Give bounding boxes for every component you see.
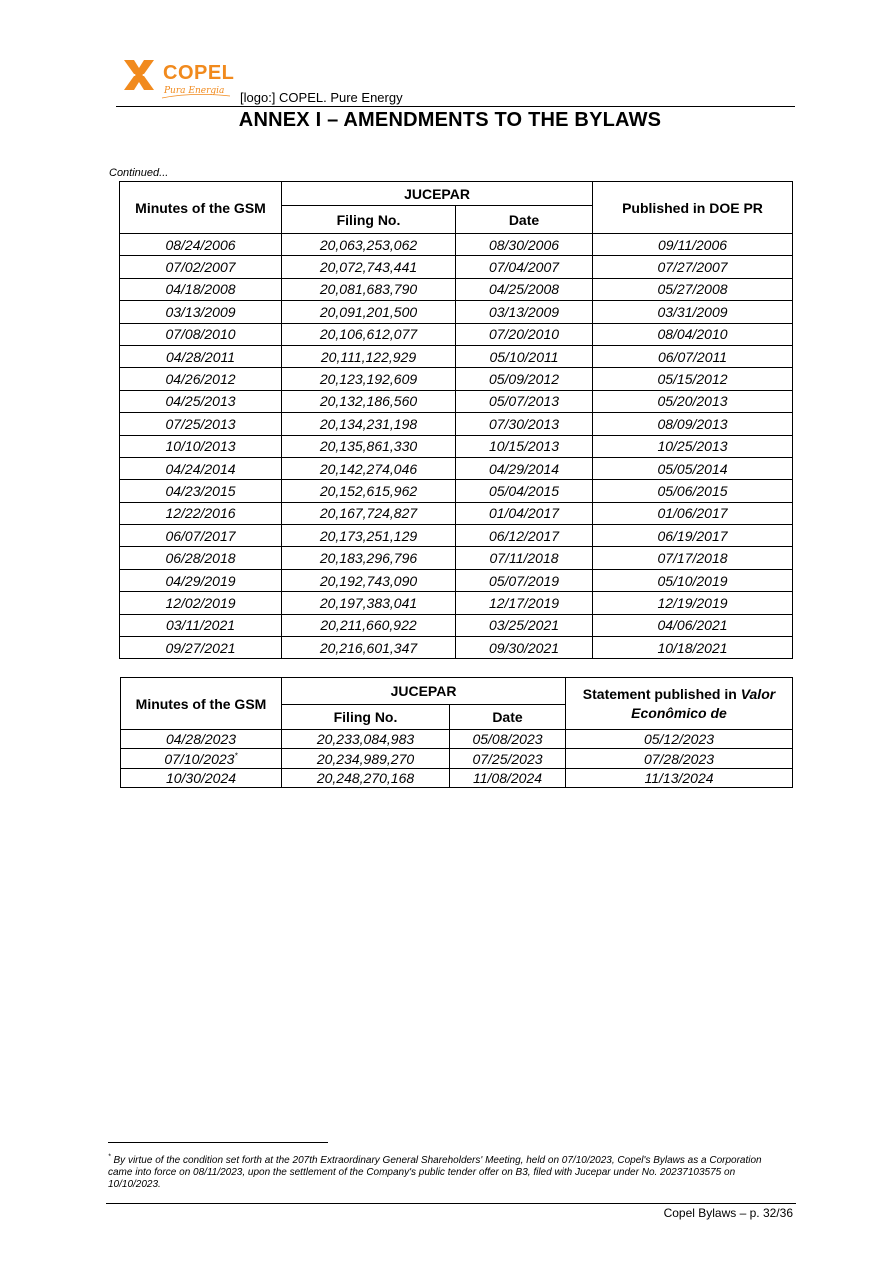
cell-filing-value: 20,248,270,168 — [316, 769, 415, 786]
cell-date — [456, 592, 593, 614]
cell-filing — [282, 457, 456, 479]
cell-minutes-value: 10/30/2024 — [165, 769, 237, 786]
header-published — [566, 678, 793, 730]
cell-filing — [282, 525, 456, 547]
cell-date — [456, 525, 593, 547]
cell-published-value: 05/12/2023 — [643, 731, 715, 748]
cell-date — [456, 637, 593, 659]
cell-date — [450, 749, 566, 768]
cell-minutes — [120, 569, 282, 591]
cell-filing-value: 20,233,084,983 — [316, 731, 415, 748]
cell-published — [593, 614, 793, 636]
table-row — [121, 730, 793, 749]
cell-published-value: 06/19/2017 — [657, 527, 728, 544]
cell-minutes-value: 07/10/2023 — [164, 750, 235, 767]
table-row — [120, 301, 793, 323]
header-filing: Filing No. — [282, 705, 450, 730]
cell-minutes — [121, 730, 282, 749]
continued-label: Continued... — [109, 167, 169, 179]
cell-published — [593, 480, 793, 502]
table-row — [121, 749, 793, 768]
cell-filing-value: 20,072,743,441 — [319, 259, 418, 276]
cell-filing-value: 20,173,251,129 — [319, 527, 418, 544]
cell-date-value: 07/11/2018 — [489, 550, 559, 567]
table-row — [120, 525, 793, 547]
footnote — [108, 1155, 768, 1191]
cell-date — [456, 323, 593, 345]
cell-date-value: 03/13/2009 — [488, 303, 560, 320]
cell-date-value: 10/15/2013 — [488, 438, 560, 455]
cell-minutes — [120, 413, 282, 435]
cell-filing-value: 20,234,989,270 — [316, 750, 415, 767]
cell-date-value: 05/09/2012 — [488, 371, 560, 388]
cell-date-value: 07/30/2013 — [488, 415, 560, 432]
logo-caption: [logo:] COPEL. Pure Energy — [240, 90, 403, 105]
cell-filing-value: 20,197,383,041 — [319, 594, 418, 611]
header-date: Date — [450, 705, 566, 730]
cell-minutes-value: 04/18/2008 — [165, 281, 236, 298]
cell-minutes-value: 07/25/2013 — [165, 415, 236, 432]
header-minutes: Minutes of the GSM — [120, 182, 282, 234]
cell-date — [456, 502, 593, 524]
cell-date-value: 04/25/2008 — [488, 281, 560, 298]
header-published-italic: Valor Econômico de — [631, 685, 776, 721]
cell-filing — [282, 278, 456, 300]
table-row — [120, 368, 793, 390]
cell-minutes-value: 09/27/2021 — [165, 639, 236, 656]
cell-minutes-value: 04/26/2012 — [165, 371, 236, 388]
table-row — [120, 390, 793, 412]
cell-filing — [282, 390, 456, 412]
cell-filing-value: 20,132,186,560 — [319, 393, 418, 410]
cell-date — [456, 614, 593, 636]
cell-minutes-value: 04/24/2014 — [165, 460, 236, 477]
cell-published — [593, 278, 793, 300]
cell-minutes — [121, 768, 282, 787]
cell-date-value: 07/20/2010 — [488, 326, 560, 343]
header-jucepar: JUCEPAR — [282, 678, 566, 705]
cell-filing-value: 20,183,296,796 — [319, 550, 418, 567]
cell-minutes — [120, 547, 282, 569]
cell-date-value: 03/25/2021 — [488, 617, 560, 634]
table-row — [120, 502, 793, 524]
cell-filing — [282, 345, 456, 367]
cell-published-value: 10/25/2013 — [657, 438, 728, 455]
cell-date — [456, 234, 593, 256]
cell-minutes — [120, 480, 282, 502]
footnote-mark: * — [108, 1153, 111, 1161]
cell-filing-value: 20,152,615,962 — [319, 482, 418, 499]
header-jucepar: JUCEPAR — [282, 182, 593, 206]
cell-date-value: 08/30/2006 — [488, 236, 560, 253]
cell-published-value: 08/04/2010 — [657, 326, 728, 343]
cell-published — [593, 390, 793, 412]
cell-filing — [282, 256, 456, 278]
cell-minutes — [120, 345, 282, 367]
cell-date — [456, 457, 593, 479]
cell-published-value: 05/20/2013 — [657, 393, 728, 410]
cell-published-value: 08/09/2013 — [657, 415, 728, 432]
table-row — [120, 480, 793, 502]
cell-published — [593, 502, 793, 524]
cell-published-value: 09/11/2006 — [657, 236, 728, 253]
cell-filing — [282, 234, 456, 256]
cell-date — [456, 278, 593, 300]
cell-date-value: 05/10/2011 — [489, 348, 559, 365]
cell-published-value: 06/07/2011 — [657, 348, 728, 365]
cell-date-value: 05/08/2023 — [472, 731, 543, 748]
cell-minutes — [120, 390, 282, 412]
cell-date — [456, 435, 593, 457]
cell-published-value: 11/13/2024 — [644, 769, 714, 786]
cell-minutes — [120, 457, 282, 479]
cell-minutes-value: 03/11/2021 — [165, 617, 236, 634]
cell-date-value: 04/29/2014 — [488, 460, 560, 477]
cell-filing — [282, 435, 456, 457]
cell-published-value: 05/27/2008 — [657, 281, 728, 298]
header-published: Published in DOE PR — [593, 182, 793, 234]
table-row — [120, 234, 793, 256]
cell-published-value: 05/06/2015 — [657, 482, 728, 499]
cell-filing-value: 20,167,724,827 — [319, 505, 418, 522]
cell-filing-value: 20,106,612,077 — [319, 326, 418, 343]
cell-date-value: 07/25/2023 — [472, 750, 543, 767]
footer-divider — [106, 1203, 796, 1204]
table-row — [120, 457, 793, 479]
cell-published — [593, 569, 793, 591]
cell-published-value: 01/06/2017 — [657, 505, 728, 522]
logo-wordmark: COPEL — [163, 62, 235, 84]
cell-filing-value: 20,091,201,500 — [319, 303, 418, 320]
footnote-text: By virtue of the condition set forth at the 207th Extraordinary General Shareholders' Meeting, held on 07/10/2023, Copel's Bylaws as a Corporation came into force on 08/11/2023, upon the settlement of the Company's public tender offer on B3, filed with Jucepar under No. 20237103575 on 10/10/2023. — [108, 1155, 762, 1190]
cell-filing-value: 20,142,274,046 — [319, 460, 418, 477]
cell-date-value: 06/12/2017 — [488, 527, 560, 544]
cell-published — [593, 413, 793, 435]
cell-minutes — [120, 323, 282, 345]
cell-minutes-value: 06/07/2017 — [165, 527, 236, 544]
cell-minutes — [120, 278, 282, 300]
header-minutes: Minutes of the GSM — [121, 678, 282, 730]
cell-published — [593, 547, 793, 569]
header-divider — [116, 106, 795, 107]
cell-filing — [282, 569, 456, 591]
cell-minutes — [120, 368, 282, 390]
cell-minutes-value: 07/08/2010 — [165, 326, 236, 343]
table-row — [120, 569, 793, 591]
page-number: Copel Bylaws – p. 32/36 — [663, 1206, 793, 1220]
cell-date — [450, 730, 566, 749]
cell-filing-value: 20,134,231,198 — [319, 415, 418, 432]
cell-published-value: 07/28/2023 — [643, 750, 715, 767]
table-row — [120, 547, 793, 569]
cell-published — [593, 345, 793, 367]
header-filing: Filing No. — [282, 206, 456, 234]
header-date: Date — [456, 206, 593, 234]
cell-filing-value: 20,123,192,609 — [319, 371, 418, 388]
cell-filing — [282, 614, 456, 636]
cell-published-value: 07/27/2007 — [657, 259, 728, 276]
cell-date-value: 09/30/2021 — [488, 639, 560, 656]
cell-filing — [282, 502, 456, 524]
cell-published — [593, 256, 793, 278]
cell-minutes — [120, 525, 282, 547]
cell-date — [456, 480, 593, 502]
cell-filing — [282, 592, 456, 614]
table-row — [120, 323, 793, 345]
cell-published-value: 12/19/2019 — [657, 594, 728, 611]
cell-published — [593, 637, 793, 659]
cell-date — [456, 368, 593, 390]
cell-published — [566, 749, 793, 768]
cell-minutes-value: 04/23/2015 — [165, 482, 236, 499]
cell-date — [456, 301, 593, 323]
cell-date — [450, 768, 566, 787]
cell-published — [566, 730, 793, 749]
cell-published — [593, 592, 793, 614]
cell-minutes-value: 12/02/2019 — [165, 594, 236, 611]
cell-published-value: 05/05/2014 — [657, 460, 728, 477]
cell-filing — [282, 368, 456, 390]
cell-date — [456, 345, 593, 367]
table-row — [121, 768, 793, 787]
cell-minutes — [120, 256, 282, 278]
cell-filing — [282, 749, 450, 768]
cell-published — [593, 323, 793, 345]
cell-filing-value: 20,063,253,062 — [319, 236, 418, 253]
cell-filing — [282, 323, 456, 345]
amendments-table-valor — [120, 677, 793, 788]
table-row — [120, 413, 793, 435]
page-title: ANNEX I – AMENDMENTS TO THE BYLAWS — [238, 109, 662, 131]
cell-published-value: 04/06/2021 — [657, 617, 728, 634]
cell-filing — [282, 301, 456, 323]
cell-minutes — [120, 435, 282, 457]
cell-published-value: 05/10/2019 — [657, 572, 728, 589]
cell-minutes-value: 12/22/2016 — [165, 505, 236, 522]
cell-minutes — [120, 502, 282, 524]
cell-minutes-value: 04/29/2019 — [165, 572, 236, 589]
table-row — [120, 435, 793, 457]
table-row — [120, 345, 793, 367]
cell-date-value: 12/17/2019 — [488, 594, 560, 611]
cell-filing — [282, 547, 456, 569]
cell-filing-value: 20,211,660,922 — [320, 617, 417, 634]
cell-minutes — [121, 749, 282, 768]
cell-published-value: 10/18/2021 — [657, 639, 728, 656]
cell-filing — [282, 730, 450, 749]
table-row — [120, 637, 793, 659]
cell-filing — [282, 768, 450, 787]
table-row — [120, 614, 793, 636]
table-row — [120, 278, 793, 300]
cell-minutes-value: 03/13/2009 — [165, 303, 236, 320]
cell-date-value: 05/07/2019 — [488, 572, 560, 589]
cell-minutes-value: 04/25/2013 — [165, 393, 236, 410]
cell-filing-value: 20,135,861,330 — [319, 438, 418, 455]
cell-published — [593, 525, 793, 547]
cell-published-value: 03/31/2009 — [657, 303, 728, 320]
cell-filing — [282, 637, 456, 659]
footnote-reference: * — [234, 750, 238, 760]
cell-filing-value: 20,192,743,090 — [319, 572, 418, 589]
cell-published — [593, 368, 793, 390]
cell-date-value: 05/04/2015 — [488, 482, 560, 499]
amendments-table-doe — [119, 181, 793, 659]
cell-minutes-value: 10/10/2013 — [165, 438, 236, 455]
cell-published — [593, 234, 793, 256]
cell-published — [593, 435, 793, 457]
cell-published — [593, 301, 793, 323]
cell-filing-value: 20,216,601,347 — [319, 639, 418, 656]
cell-minutes-value: 04/28/2011 — [165, 348, 236, 365]
cell-date — [456, 413, 593, 435]
cell-minutes-value: 07/02/2007 — [165, 259, 236, 276]
cell-minutes-value: 08/24/2006 — [165, 236, 236, 253]
cell-minutes-value: 04/28/2023 — [165, 731, 237, 748]
cell-date-value: 11/08/2024 — [472, 769, 543, 786]
cell-date-value: 07/04/2007 — [488, 259, 560, 276]
cell-minutes — [120, 637, 282, 659]
cell-filing — [282, 480, 456, 502]
cell-date-value: 01/04/2017 — [488, 505, 560, 522]
cell-minutes — [120, 614, 282, 636]
cell-published — [566, 768, 793, 787]
cell-date — [456, 547, 593, 569]
table-row — [120, 592, 793, 614]
cell-date — [456, 569, 593, 591]
cell-filing — [282, 413, 456, 435]
logo-tagline: Pura Energia — [164, 86, 225, 96]
cell-filing-value: 20,111,122,929 — [320, 348, 417, 365]
cell-published — [593, 457, 793, 479]
cell-minutes — [120, 234, 282, 256]
cell-published-value: 05/15/2012 — [657, 371, 728, 388]
cell-minutes — [120, 301, 282, 323]
cell-date-value: 05/07/2013 — [488, 393, 560, 410]
footnote-divider — [108, 1142, 328, 1143]
cell-minutes — [120, 592, 282, 614]
cell-published-value: 07/17/2018 — [657, 550, 728, 567]
table-row — [120, 256, 793, 278]
header-published-prefix: Statement published in — [582, 685, 741, 702]
cell-filing-value: 20,081,683,790 — [319, 281, 418, 298]
cell-date — [456, 390, 593, 412]
cell-date — [456, 256, 593, 278]
cell-minutes-value: 06/28/2018 — [165, 550, 236, 567]
